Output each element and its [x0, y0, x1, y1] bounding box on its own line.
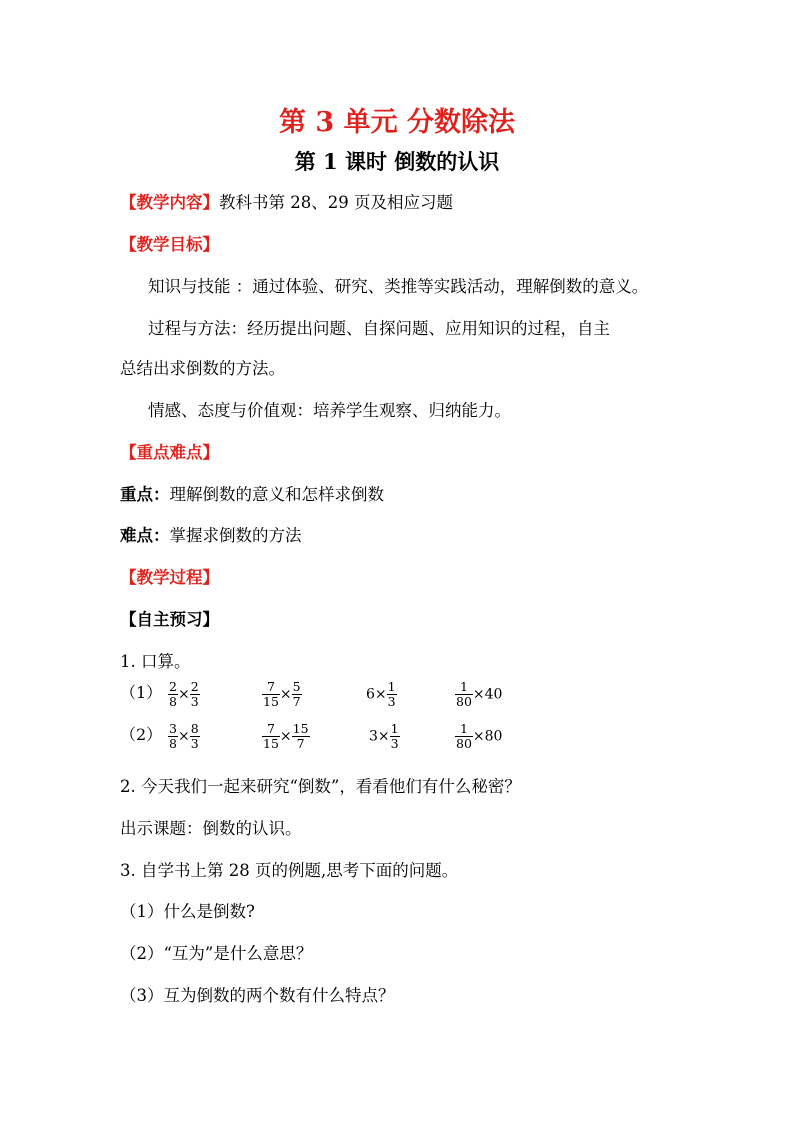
goal-process-line1: 过程与方法：经历提出问题、自探问题、应用知识的过程，自主 [148, 319, 610, 338]
goal-knowledge: 知识与技能 ：通过体验、研究、类推等实践活动，理解倒数的意义。 [148, 277, 649, 296]
fraction: $\frac{1}{80}$ [456, 679, 472, 709]
expr-2-3: 3× $\frac{1}{3}$ [369, 721, 399, 751]
question-3-sub-3: （3）互为倒数的两个数有什么特点？ [120, 986, 395, 1005]
keypoints-label: 【重点难点】 [120, 443, 219, 462]
fraction: $\frac{1}{3}$ [390, 721, 399, 751]
difficult-point-label: 难点： [120, 526, 170, 545]
page-title: 第 3 单元 分数除法 [279, 107, 515, 138]
expr-2-1: $\frac{3}{8}$ × $\frac{8}{3}$ [169, 721, 199, 751]
expr-1-3: 6× $\frac{1}{3}$ [366, 679, 396, 709]
teaching-content [120, 189, 453, 213]
expr-2-4: $\frac{1}{80}$ ×80 [456, 721, 503, 751]
question-2: 2. 今天我们一起来研究“倒数”，看看他们有什么秘密？ [120, 777, 521, 796]
fraction: $\frac{8}{3}$ [190, 721, 199, 751]
question-3-sub-1: （1）什么是倒数? [120, 902, 255, 921]
fraction: $\frac{15}{7}$ [292, 721, 309, 751]
difficult-point-text: 掌握求倒数的方法 [169, 526, 302, 545]
teaching-content-label: 【教学内容】 [120, 193, 219, 212]
question-3: 3. 自学书上第 28 页的例题,思考下面的问题。 [120, 861, 459, 880]
lesson-subtitle: 第 1 课时 倒数的认识 [294, 149, 500, 174]
fraction: $\frac{2}{8}$ [169, 679, 177, 709]
question-1-title: 1. 口算。 [120, 652, 191, 671]
fraction: $\frac{2}{3}$ [190, 679, 199, 709]
key-point [120, 481, 384, 505]
teaching-content-text: 教科书第 28、29 页及相应习题 [219, 193, 453, 212]
goal-emotion: 情感、态度与价值观：培养学生观察、归纳能力。 [148, 401, 511, 420]
teaching-goals-label: 【教学目标】 [120, 235, 219, 254]
expr-2-2: $\frac{7}{15}$ × $\frac{15}{7}$ [263, 721, 309, 751]
difficult-point [120, 522, 302, 546]
fraction: $\frac{1}{3}$ [387, 679, 396, 709]
row-1-label: （1） [120, 683, 163, 702]
goal-process-line2: 总结出求倒数的方法。 [120, 359, 285, 378]
self-preview-label: 【自主预习】 [120, 610, 219, 629]
teaching-process-label: 【教学过程】 [120, 568, 219, 587]
row-1-label-wrap [120, 680, 162, 703]
row-2-label: （2） [120, 725, 163, 744]
row-2-label-wrap [120, 722, 162, 745]
expr-1-4: $\frac{1}{80}$ ×40 [456, 679, 503, 709]
expr-1-1: $\frac{2}{8}$ × $\frac{2}{3}$ [169, 679, 199, 709]
fraction: $\frac{3}{8}$ [169, 721, 177, 751]
show-topic: 出示课题：倒数的认识。 [120, 819, 302, 838]
expr-1-2: $\frac{7}{15}$ × $\frac{5}{7}$ [263, 679, 301, 709]
key-point-label: 重点： [120, 485, 170, 504]
fraction: $\frac{7}{15}$ [263, 721, 279, 751]
fraction: $\frac{5}{7}$ [292, 679, 301, 709]
question-3-sub-2: （2）“互为”是什么意思？ [120, 944, 313, 963]
fraction: $\frac{1}{80}$ [456, 721, 472, 751]
fraction: $\frac{7}{15}$ [263, 679, 279, 709]
key-point-text: 理解倒数的意义和怎样求倒数 [169, 485, 384, 504]
